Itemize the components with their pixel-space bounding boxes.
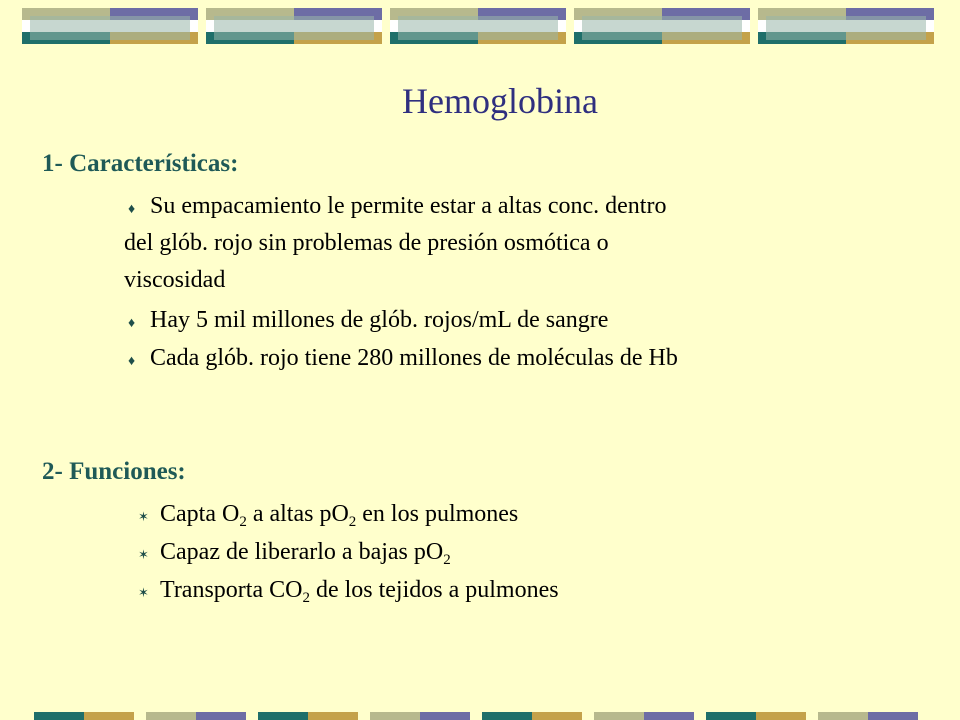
star-bullet-icon: ✶ [138,547,149,562]
diamond-bullet-icon: ♦ [128,202,136,217]
band-tile [758,8,934,44]
list-item-text: Transporta CO [160,577,303,603]
subscript: 2 [348,514,357,530]
band-block [196,712,246,720]
band-block [34,712,84,720]
band-tile [390,8,566,44]
band-block [644,712,694,720]
list-item [128,340,678,380]
section-heading-funciones: 2- Funciones: [42,458,186,485]
list-item-text: Capaz de liberarlo a bajas pO [160,539,444,565]
list-item [128,302,608,342]
list-item [138,572,559,611]
list-item-continuation: del glób. rojo sin problemas de presión osmótica o [124,230,609,256]
top-decorative-band [0,0,960,50]
list-item-continuation: viscosidad [124,267,226,293]
band-block [482,712,532,720]
band-block [868,712,918,720]
list-item-text: Su empacamiento le permite estar a altas conc. dentro [150,193,667,219]
band-tile [22,8,198,44]
subscript: 2 [302,590,310,606]
band-block [706,712,756,720]
band-tile [206,8,382,44]
list-item [138,496,518,535]
band-tile [574,8,750,44]
subscript: 2 [443,552,451,568]
band-block [258,712,308,720]
list-item [138,534,451,573]
list-item-text: a altas pO [246,501,349,527]
section-heading-caracteristicas: 1- Características: [42,150,239,177]
list-item-text: en los pulmones [356,501,519,527]
star-bullet-icon: ✶ [138,509,149,524]
list-item [128,188,666,228]
star-bullet-icon: ✶ [138,585,149,600]
band-block [756,712,806,720]
band-block [532,712,582,720]
band-block [146,712,196,720]
list-item-text: de los tejidos a pulmones [309,577,559,603]
diamond-bullet-icon: ♦ [128,316,136,331]
list-item-text: Capta O [160,501,240,527]
diamond-bullet-icon: ♦ [128,354,136,369]
band-block [308,712,358,720]
slide-title: Hemoglobina [402,81,598,121]
band-block [818,712,868,720]
band-block [84,712,134,720]
list-item-text: Cada glób. rojo tiene 280 millones de moléculas de Hb [150,345,678,371]
band-block [370,712,420,720]
bottom-decorative-band [0,708,960,720]
band-block [594,712,644,720]
list-item-text: Hay 5 mil millones de glób. rojos/mL de sangre [150,307,609,333]
band-block [420,712,470,720]
subscript: 2 [239,514,247,530]
